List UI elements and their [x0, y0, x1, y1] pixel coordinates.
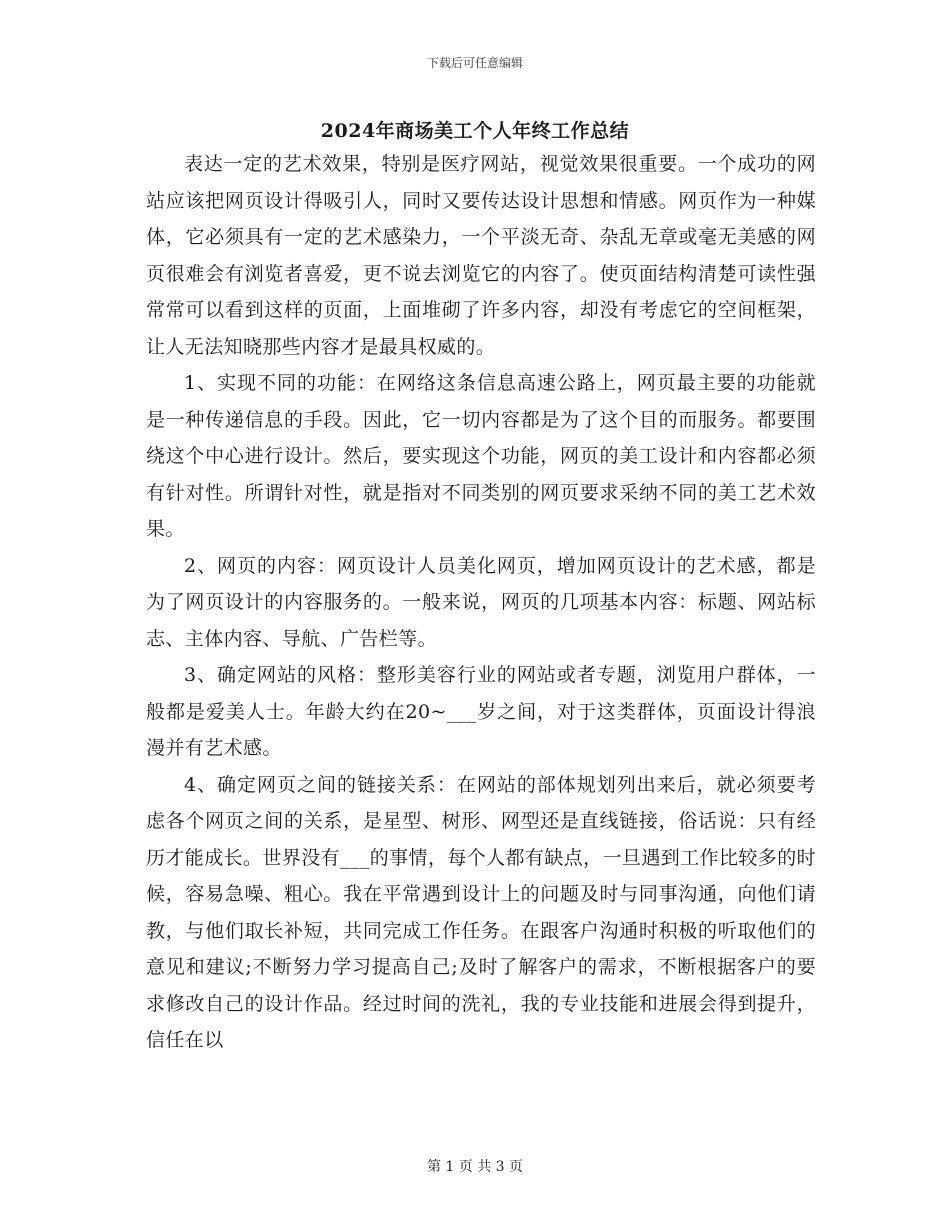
document-title: 2024年商场美工个人年终工作总结	[320, 120, 630, 142]
paragraph-2-content: 2、网页的内容：网页设计人员美化网页，增加网页设计的艺术感，都是为了网页设计的内容服务的。一般来说，网页的几项基本内容：标题、网站标志、主体内容、导航、广告栏等。	[146, 554, 816, 650]
paragraph-intro: 表达一定的艺术效果，特别是医疗网站，视觉效果很重要。一个成功的网站应该把网页设计得吸引人，同时又要传达设计思想和情感。网页作为一种媒体，它必须具有一定的艺术感染力，一个平淡无奇、杂乱无章或毫无美感的网页很难会有浏览者喜爱，更不说去浏览它的内容了。使页面结构清楚可读性强常常可以看到这样的页面，上面堆砌了许多内容，却没有考虑它的空间框架，让人无法知晓那些内容才是最具权威的。	[146, 153, 816, 358]
paragraph-1-functions: 1、实现不同的功能：在网络这条信息高速公路上，网页最主要的功能就是一种传递信息的手段。因此，它一切内容都是为了这个目的而服务。都要围绕这个中心进行设计。然后，要实现这个功能，网页的美工设计和内容都必须有针对性。所谓针对性，就是指对不同类别的网页要求采纳不同的美工艺术效果。	[146, 372, 816, 540]
page-number: 第 1 页 共 3 页	[426, 1159, 524, 1175]
paragraph-4-links: 4、确定网页之间的链接关系：在网站的部体规划列出来后，就必须要考虑各个网页之间的关系，是星型、树形、网型还是直线链接，俗话说：只有经历才能成长。世界没有___的事情，每个人都有缺点，一旦遇到工作比较多的时候，容易急噪、粗心。我在平常遇到设计上的问题及时与同事沟通，向他们请教，与他们取长补短，共同完成工作任务。在跟客户沟通时积极的听取他们的意见和建议;不断努力学习提高自己;及时了解客户的需求，不断根据客户的要求修改自己的设计作品。经过时间的洗礼，我的专业技能和进展会得到提升，信任在以	[146, 773, 816, 1051]
paragraph-3-style: 3、确定网站的风格：整形美容行业的网站或者专题，浏览用户群体，一般都是爱美人士。年龄大约在20~___岁之间，对于这类群体，页面设计得浪漫并有艺术感。	[146, 664, 816, 759]
document-body	[146, 146, 816, 1059]
header-note: 下载后可任意编辑	[426, 56, 523, 70]
